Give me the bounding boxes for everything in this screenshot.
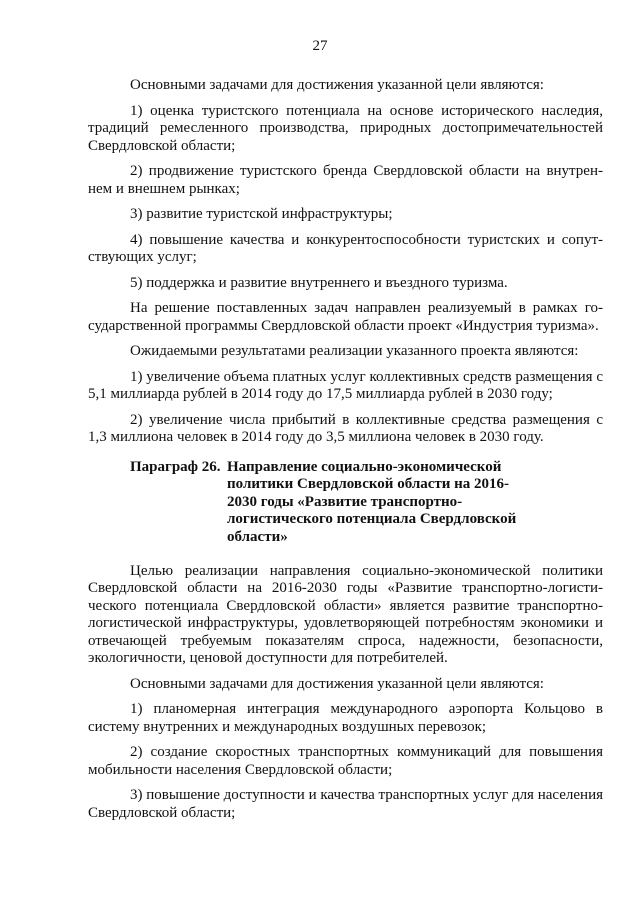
document-body	[88, 77, 603, 830]
section1-result-1: 1) увеличение объема платных услуг коллективных средств размещения с 5,1 миллиарда рублей в 2014 году до 17,5 миллиарда рублей в 2030 году;	[88, 368, 603, 402]
section1-task-3: 3) развитие туристской инфраструктуры;	[130, 206, 393, 222]
section1-result-2: 2) увеличение числа прибытий в коллективные средства размещения с 1,3 миллиона человек в 2014 году до 3,5 миллиона человек в 2030 году.	[88, 411, 603, 445]
paragraph-title: Направление социально-экономической политики Свердловской области на 2016-2030 годы «Развитие транспортно-логистического потенциала Свердловской области»	[227, 458, 517, 545]
section1-intro: Основными задачами для достижения указанной цели являются:	[130, 77, 544, 93]
section1-task-1: 1) оценка туристского потенциала на основе исторического наследия, традиций ремесленного производства, природных достопримечательностей Свердловской области;	[88, 102, 603, 154]
paragraph-heading	[88, 459, 603, 547]
section2-task-1: 1) планомерная интеграция международного аэропорта Кольцово в систему внутренних и международных воздушных перевозок;	[88, 701, 603, 735]
section2-task-2: 2) создание скоростных транспортных коммуникаций для повышения мобильности населения Свердловской области;	[88, 744, 603, 778]
section1-task-5: 5) поддержка и развитие внутреннего и въездного туризма.	[130, 274, 508, 291]
paragraph-number: Параграф 26.	[130, 458, 221, 475]
section2-intro: Основными задачами для достижения указанной цели являются:	[130, 675, 544, 692]
section1-task-4: 4) повышение качества и конкурентоспособности туристских и сопутствующих услуг;	[88, 231, 603, 265]
section2-goal: Целью реализации направления социально-экономической политики Свердловской области на 2016-2030 годы «Развитие транспортно-логистического потенциала Свердловской области» является развитие транспортно-логистической инфраструктуры, удовлетворяющей потребностям экономики и отвечающей требуемым показателям спроса, надежности, безопасности, экологичности, ценовой доступности для потребителей.	[88, 562, 603, 666]
section1-project: На решение поставленных задач направлен реализуемый в рамках государственной программы Свердловской области проект «Индустрия туризма».	[88, 300, 603, 334]
section2-task-3: 3) повышение доступности и качества транспортных услуг для населения Свердловской области;	[88, 787, 603, 821]
section1-task-2: 2) продвижение туристского бренда Свердловской области на внутреннем и внешнем рынках;	[88, 163, 603, 197]
page-number: 27	[312, 38, 328, 54]
section1-results-intro: Ожидаемыми результатами реализации указанного проекта являются:	[130, 343, 579, 359]
